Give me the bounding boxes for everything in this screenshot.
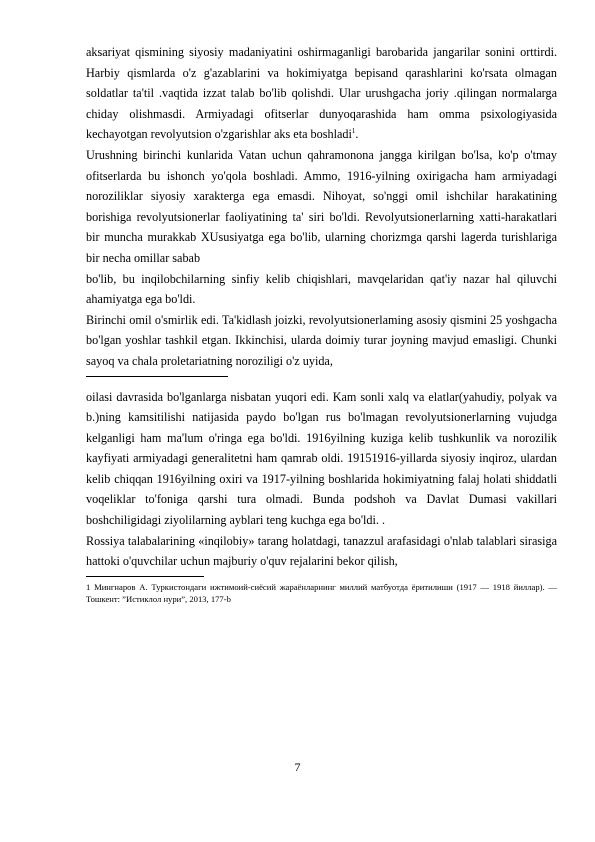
paragraph-4: Birinchi omil o'smirlik edi. Ta'kidlash joizki, revolyutsionerlaming asosiy qismini 25 yoshgacha bo'lgan yoshlar tashkil etgan. Ikkinchisi, ularda doimiy turar joyning mavjud emasligi. Chunki sayoq va chala proletariatning noroziligi o'z uyida, [86,312,557,368]
paragraph-1: aksariyat qismining siyosiy madaniyatini oshirmaganligi barobarida jangarilar sonini orttirdi. Harbiy qismlarda o'z g'azablarini va hokimiyatga bepisand qarashlarini ko'rsata olmagan soldatlar ta'til .vaqtida izzat talab bo'lib qolishdi. Ular urushgacha joriy .qilingan normalarga chiday olishmasdi. Armiyadagi ofitserlar dunyoqarashida ham omma psixologiyasida kechayotgan revolyutsion o'zgarishlar aks eta boshladi$^1$. [86,45,557,142]
footnote-divider [86,576,204,577]
paragraph-2: Urushning birinchi kunlarida Vatan uchun qahramonona jangga kirilgan bo'lsa, ko'p o'tmay ofitserlarda bu ishonch yo'qola boshladi. Ammo, 1916-yilning oxirigacha ham armiyadagi noroziliklar siyosiy xarakterga ega emasdi. Nihoyat, so'nggi omil ishchilar harakatining borishiga revolyutsionerlar faoliyatining ta' siri bo'ldi. Revolyutsionerlarning xatti-harakatlari bir muncha murakkab XUsusiyatga ega bo'lib, ularning chorizmga qarshi lagerda turishlariga bir necha omillar sabab [86,147,557,265]
footnote-reference[interactable]: 1 [351,127,356,136]
paragraph-1-text: aksariyat qismining siyosiy madaniyatini oshirmaganligi barobarida jangarilar sonini orttirdi. Harbiy qismlarda o'z g'azablarini va hokimiyatga bepisand qarashlarini ko'rsata olmagan soldatlar ta'til .vaqtida izzat talab bo'lib qolishdi. Ular urushgacha joriy .qilingan normalarga chiday olishmasdi. Armiyadagi ofitserlar dunyoqarashida ham omma psixologiyasida kechayotgan revolyutsion o'zgarishlar aks eta boshladi [86,45,557,142]
paragraph-3: bo'lib, bu inqilobchilarning sinfiy kelib chiqishlari, mavqelaridan qat'iy nazar hal qiluvchi ahamiyatga ega bo'ldi. [86,271,557,307]
document-page [86,42,557,606]
footnote: 1 Мингнаров А. Туркистондаги ижтимоий-сиёсий жараёнларнинг миллий матбуотда ёритилиши (1917 — 1918 йиллар). —Тошкент: ”Истиклол нури”, 2013, 177-b [86,581,557,605]
paragraph-5: oilasi davrasida bo'lganlarga nisbatan yuqori edi. Kam sonli xalq va elatlar(yahudiy, polyak va b.)ning kamsitilishi natijasida paydo bo'lgan rus bo'lmagan revolyutsionerlarning vujudga kelganligi ham ma'lum o'ringa ega bo'ldi. 1916yilning kuziga kelib tushkunlik va norozilik kayfiyati armiyadagi generalitetni ham qamrab oldi. 19151916-yillarda siyosiy inqiroz, ulardan kelib chiqqan 1916yilning oxiri va 1917-yilning boshlarida hokimiyatning falaj holati shiddatli voqeliklar to'foniga qarshi tura olmadi. Bunda podshoh va Davlat Dumasi vakillari boshchiligidagi ziyolilarning ayblari teng kuchga ega bo'ldi. . [86,389,557,528]
paragraph-6: Rossiya talabalarining «inqilobiy» tarang holatdagi, tanazzul arafasidagi o'nlab talablari sirasiga hattoki o'quvchilar uchun majburiy o'quv rejalarini bekor qilish, [86,533,557,569]
page-number: 7 [294,760,301,774]
